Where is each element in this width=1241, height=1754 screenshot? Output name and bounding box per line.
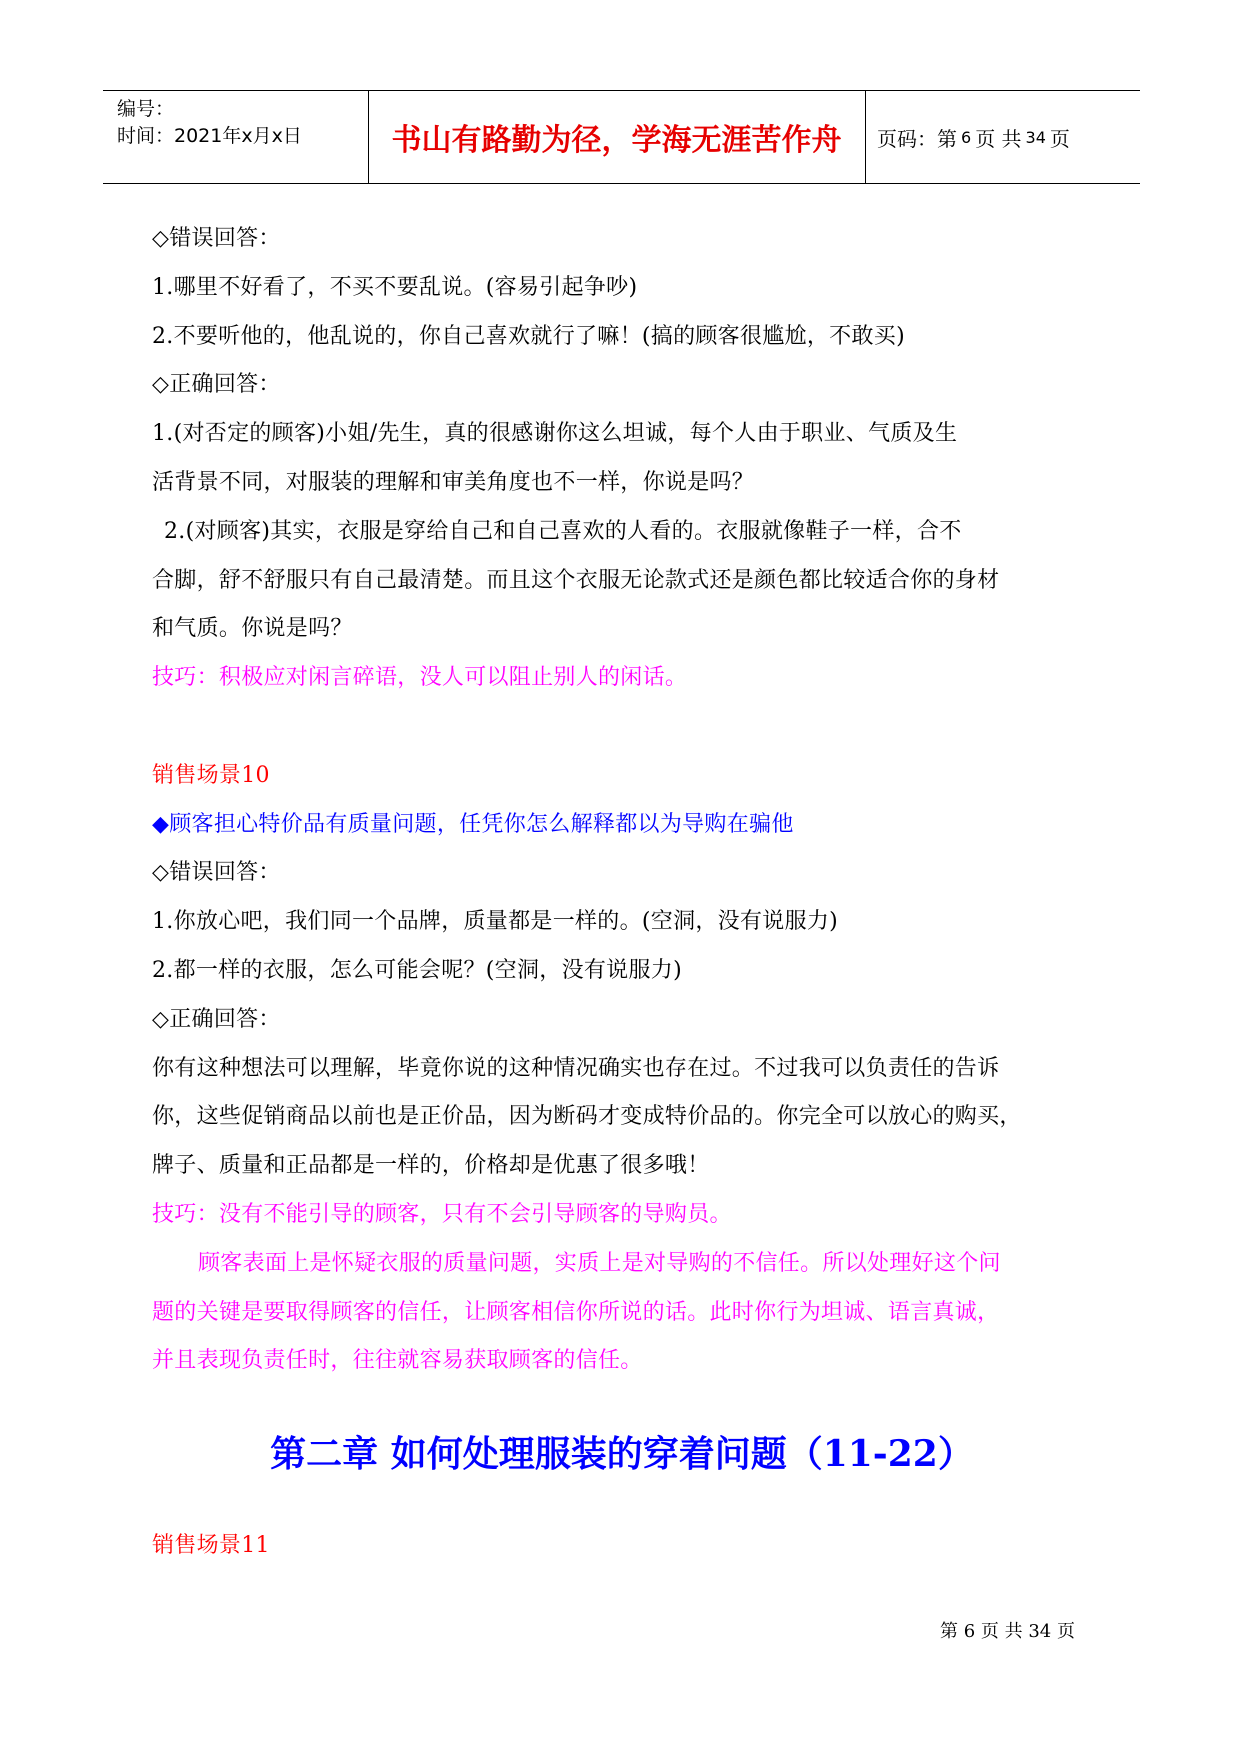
right-answer-text: 牌子、质量和正品都是一样的，价格却是优惠了很多哦！ [152,1153,710,1179]
tip-text: 顾客表面上是怀疑衣服的质量问题，实质上是对导购的不信任。所以处理好这个问 [198,1250,1001,1276]
scene-heading: 销售场景10 [152,762,270,788]
header-meta [103,91,369,183]
time-label: 时间：2021年x月x日 [117,125,302,147]
tip-text: 并且表现负责任时，往往就容易获取顾客的信任。 [152,1348,643,1374]
right-answer-text: 你，这些促销商品以前也是正价品，因为断码才变成特价品的。你完全可以放心的购买， [152,1104,1022,1130]
right-answer-text: 活背景不同，对服装的理解和审美角度也不一样，你说是吗？ [152,469,755,495]
header-page-number [865,91,1140,183]
page-current: 6 [961,127,972,147]
tip-text: 技巧：积极应对闲言碎语，没人可以阻止别人的闲话。 [152,665,688,691]
spacer [152,703,1092,752]
wrong-answer-item: 1.哪里不好看了，不买不要乱说。(容易引起争吵) [152,274,638,300]
scene-title: ◆顾客担心特价品有质量问题，任凭你怎么解释都以为导购在骗他 [152,811,794,837]
page-prefix: 页码：第 [877,126,957,151]
tip-text: 题的关键是要取得顾客的信任，让顾客相信你所说的话。此时你行为坦诚、语言真诚， [152,1299,1000,1325]
number-label: 编号： [117,98,175,120]
wrong-answer-item: 2.都一样的衣服，怎么可能会呢？(空洞，没有说服力) [152,957,682,983]
right-answer-text: 2.(对顾客)其实，衣服是穿给自己和自己喜欢的人看的。衣服就像鞋子一样，合不 [164,518,962,544]
tip-text: 技巧：没有不能引导的顾客，只有不会引导顾客的导购员。 [152,1201,732,1227]
page-mid: 页 共 [975,126,1022,151]
wrong-answer-item: 2.不要听他的，他乱说的，你自己喜欢就行了嘛！(搞的顾客很尴尬，不敢买) [152,323,905,349]
right-answer-text: 和气质。你说是吗？ [152,616,353,642]
right-answer-heading: ◇正确回答： [152,372,281,398]
header-motto: 书山有路勤为径，学海无涯苦作舟 [368,91,866,183]
wrong-answer-heading: ◇错误回答： [152,860,281,886]
right-answer-heading: ◇正确回答： [152,1006,281,1032]
page-total: 34 [1025,127,1046,147]
page-footer: 第 6 页 共 34 页 [940,1621,1075,1642]
wrong-answer-heading: ◇错误回答： [152,226,281,251]
right-answer-text: 你有这种想法可以理解，毕竟你说的这种情况确实也存在过。不过我可以负责任的告诉 [152,1055,1000,1081]
right-answer-text: 1.(对否定的顾客)小姐/先生，真的很感谢你这么坦诚，每个人由于职业、气质及生 [152,421,958,447]
page-suffix: 页 [1049,126,1070,151]
right-answer-text: 合脚，舒不舒服只有自己最清楚。而且这个衣服无论款式还是颜色都比较适合你的身材 [152,567,1000,593]
document-body [152,215,1092,1571]
scene-heading: 销售场景11 [152,1533,270,1559]
chapter-title: 第二章 如何处理服装的穿着问题（11-22） [270,1433,974,1476]
wrong-answer-item: 1.你放心吧，我们同一个品牌，质量都是一样的。(空洞，没有说服力) [152,909,839,935]
page-header [103,90,1140,184]
